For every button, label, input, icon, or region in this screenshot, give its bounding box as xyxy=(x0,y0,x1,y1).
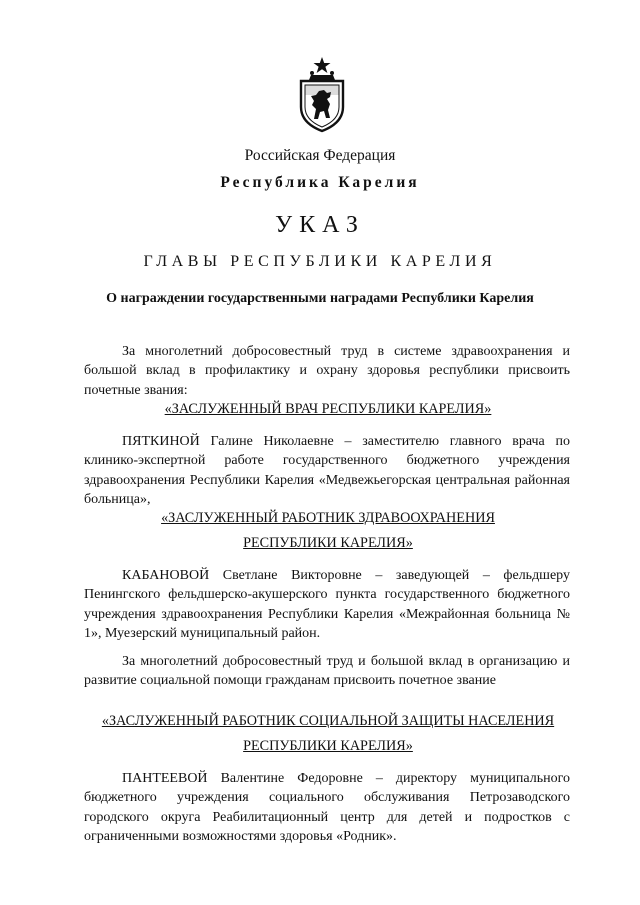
decree-type: УКАЗ xyxy=(275,212,365,238)
coat-of-arms-icon xyxy=(297,55,347,133)
section-2-intro: За многолетний добросовестный труд и большой вклад в организацию и развитие социальной помощи гражданам присвоить почетное звание xyxy=(84,654,570,689)
award-title-2-line-1: «ЗАСЛУЖЕННЫЙ РАБОТНИК ЗДРАВООХРАНЕНИЯ xyxy=(161,510,495,526)
decree-subject: О награждении государственными наградами Республики Карелия xyxy=(106,291,534,306)
issuer: ГЛАВЫ РЕСПУБЛИКИ КАРЕЛИЯ xyxy=(143,253,497,270)
award-title-2-line-2: РЕСПУБЛИКИ КАРЕЛИЯ» xyxy=(243,535,413,551)
country-name: Российская Федерация xyxy=(244,147,396,164)
award-title-3-line-1: «ЗАСЛУЖЕННЫЙ РАБОТНИК СОЦИАЛЬНОЙ ЗАЩИТЫ НАСЕЛЕНИЯ xyxy=(101,713,555,729)
recipient-1: ПЯТКИНОЙ Галине Николаевне – заместителю главного врача по клинико-экспертной работе государственного бюджетного учреждения здравоохранения Республики Карелия «Медвежьегорская центральная районная больница», xyxy=(84,434,570,507)
award-title-1: «ЗАСЛУЖЕННЫЙ ВРАЧ РЕСПУБЛИКИ КАРЕЛИЯ» xyxy=(164,401,492,417)
section-1-intro: За многолетний добросовестный труд в системе здравоохранения и большой вклад в профилактику и охрану здоровья республики присвоить почетные звания: xyxy=(84,344,570,398)
recipient-2: КАБАНОВОЙ Светлане Викторовне – заведующей – фельдшеру Пенингского фельдшерско-акушерского пункта государственного бюджетного учреждения здравоохранения Республики Карелия «Межрайонная больница № 1», Муезерский муниципальный район. xyxy=(84,568,570,641)
award-title-3-line-2: РЕСПУБЛИКИ КАРЕЛИЯ» xyxy=(243,738,413,754)
republic-name: Республика Карелия xyxy=(220,174,420,191)
recipient-3: ПАНТЕЕВОЙ Валентине Федоровне – директору муниципального бюджетного учреждения социального обслуживания Петрозаводского городского округа Реабилитационный центр для детей и подростков с ограниченными возможностями здоровья «Родник». xyxy=(84,771,570,844)
